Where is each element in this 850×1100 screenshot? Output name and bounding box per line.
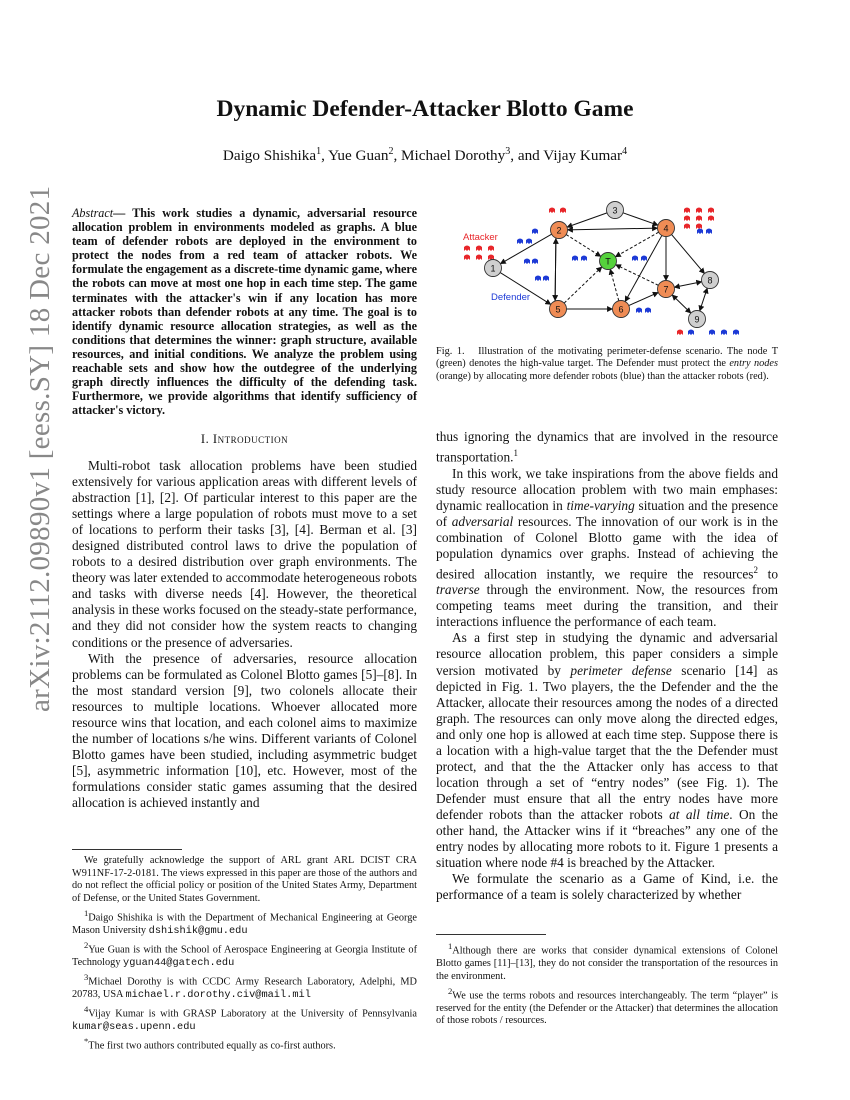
attacker-robot-icon [684, 216, 690, 222]
defender-robot-icon [733, 330, 739, 336]
graph-node-label: 9 [694, 314, 700, 325]
footnote-mark: * [84, 1036, 89, 1047]
graph-node [600, 253, 617, 270]
defender-robot-icon [524, 259, 530, 265]
defender-robot-icon [721, 330, 727, 336]
footnotes-right [436, 940, 778, 1029]
footnote-ref: 1 [513, 448, 518, 459]
graph-node [658, 220, 675, 237]
footnote-rule [436, 934, 546, 935]
defender-robot-icon [636, 308, 642, 314]
body-paragraph [436, 630, 778, 871]
graph-edge [672, 295, 691, 313]
graph-node [485, 260, 502, 277]
author-name: Yue Guan [328, 147, 389, 165]
section-title: Introduction [212, 432, 289, 446]
emphasis: at all time [669, 806, 730, 822]
attacker-label: Attacker [463, 232, 498, 243]
footnote [436, 985, 778, 1028]
body-paragraph [436, 466, 778, 631]
paragraph-text: scenario [14] as depicted in Fig. 1. Two players, the the Defender and the the Attacker, allocate their resources among the nodes of a directed graph. The resources can only move along the directed edges, and only one hop is allowed at each time step. Suppose there is a location with a high-value target that the the Defender must protect, and that the the Attacker only has access to that location through a set of “entry nodes” (see Fig. 1). The Defender must ensure that all the entry nodes have more defender robots than the attacker robots [436, 662, 778, 822]
footnote-text: Vijay Kumar is with GRASP Laboratory at the University of Pennsylvania [88, 1008, 417, 1020]
defender-robot-icon [688, 330, 694, 336]
graph-edge [566, 235, 601, 257]
paragraph-text: . On the other hand, the Attacker wins if it “breaches” any one of the entry nodes by allocating more robots to it. Figure 1 presents a situation where node #4 is breached by the Attacker. [436, 806, 778, 871]
graph-edge [623, 213, 658, 225]
attacker-robot-icon [476, 246, 482, 252]
attacker-robot-icon [488, 246, 494, 252]
caption-text: (orange) by allocating more defender robots (blue) than the attacker robots (red). [436, 370, 769, 382]
section-heading [72, 432, 417, 447]
footnote-mark: 1 [84, 907, 89, 918]
graph-edge [555, 238, 556, 300]
graph-edge [674, 282, 701, 288]
defender-robot-icon [543, 276, 549, 282]
caption-emphasis: entry nodes [729, 358, 778, 370]
emphasis: perimeter defense [570, 662, 672, 678]
footnote-text: Daigo Shishika is with the Department of Mechanical Engineering at George Mason University [72, 912, 417, 936]
defender-robot-icon [632, 256, 638, 262]
footnote-text: Although there are works that consider dynamical extensions of Colonel Blotto games [11]–[13], they do not consider the transportation of the resources in the environment. [436, 945, 778, 982]
author-affiliation-mark: 3 [505, 146, 511, 157]
footnote-text: We use the terms robots and resources interchangeably. The term “player” is reserved for the entity (the Defender or the Attacker) that determines the allocation of those robots / resources. [436, 990, 778, 1027]
graph-node-label: 5 [555, 304, 561, 315]
graph-edge [564, 267, 602, 303]
attacker-robot-icon [696, 224, 702, 230]
author-affiliation-mark: 2 [388, 146, 394, 157]
caption-text: Illustration of the motivating perimeter-defense scenario. The node T (green) denotes the high-value target. The Defender must protect the [436, 346, 778, 370]
graph-edge [567, 213, 607, 227]
paragraph-text: through the environment. Now, the resources from competing teams meet during the transition, and their interactions influence the performance of each team. [436, 582, 778, 630]
figure-graph [455, 198, 750, 338]
attacker-robot-icon [696, 208, 702, 214]
author-name: Daigo Shishika [222, 147, 317, 165]
abstract-lead: Abstract [72, 206, 114, 220]
author-affiliation-mark: 4 [622, 146, 628, 157]
paragraph-text: to [757, 566, 778, 582]
graph-edge [671, 234, 704, 273]
paragraph-text: resources. The innovation of our work is in the combination of Colonel Blotto game with the idea of population dynamics over graphs. Instead of achieving the desired allocation instantly, we require the resources [436, 513, 779, 582]
footnote [72, 907, 417, 938]
footnote-text: The first two authors contributed equally as co-first authors. [88, 1040, 336, 1052]
graph-edge [610, 269, 619, 301]
intro-right-column [436, 429, 778, 903]
author-affiliation-mark: 1 [316, 146, 322, 157]
author-conjunction: and [517, 147, 540, 165]
arxiv-identifier: arXiv:2112.09890v1 [eess.SY] 18 Dec 2021 [24, 185, 56, 712]
graph-edge [629, 292, 658, 305]
section-number: I. [200, 432, 210, 446]
graph-edge [700, 288, 708, 311]
caption-lead: Fig. 1. [436, 346, 465, 357]
intro-left-column [72, 458, 417, 811]
attacker-robot-icon [696, 216, 702, 222]
email-address: yguan44@gatech.edu [123, 957, 235, 969]
abstract [72, 206, 417, 417]
body-paragraph [436, 429, 778, 466]
paragraph-text: In this work, we take inspirations from the above fields and study resource allocation problem with two main emphases: dynamic reallocation in [436, 465, 778, 513]
graph-node [613, 301, 630, 318]
defender-robot-icon [581, 256, 587, 262]
footnote-rule [72, 849, 182, 850]
attacker-robot-icon [708, 216, 714, 222]
paragraph-text: As a first step in studying the dynamic and adversarial resource allocation problem, this paper considers a simple version motivated by [436, 630, 778, 678]
defender-robot-icon [697, 229, 703, 235]
body-paragraph: With the presence of adversaries, resource allocation problems can be formulated as Colonel Blotto games [5]–[8]. In the most standard version [9], two colonels allocate their resources to multiple locations. Whoever allocated more resource wins that location, and each colonel aims to maximize the number of locations s/he wins. Different variants of Colonel Blotto games have been studied, including asymmetric budget [5], asymmetric information [10], etc. However, most of the formulations consider static games assuming that the desired allocation is achieved instantly and [72, 650, 417, 810]
attacker-robot-icon [464, 246, 470, 252]
defender-robot-icon [572, 256, 578, 262]
author-separator: , [393, 147, 402, 165]
defender-robot-icon [641, 256, 647, 262]
paragraph-text: thus ignoring the dynamics that are involved in the resource transportation. [436, 429, 778, 465]
defender-robot-icon [645, 308, 651, 314]
author-list [0, 146, 850, 165]
emphasis: adversarial [451, 513, 514, 529]
footnote-mark: 2 [84, 939, 89, 950]
attacker-robot-icon [684, 208, 690, 214]
attacker-robot-icon [560, 208, 566, 214]
graph-edge [567, 228, 657, 230]
defender-robot-icon [709, 330, 715, 336]
graph-node-label: 1 [490, 263, 496, 274]
paper-title: Dynamic Defender-Attacker Blotto Game [216, 96, 634, 122]
attacker-robot-icon [549, 208, 555, 214]
body-paragraph: Multi-robot task allocation problems have been studied extensively for various application areas with different levels of abstraction [1], [2]. Of particular interest to this paper are the settings where a large population of robots must move to a set of locations to perform their tasks [3], [4]. Berman et al. [3] designed distributed control laws to drive the population of robots to a desired distribution over graph environments. The theory was later extended to accommodate heterogeneous robots and tasks with diverse needs [4]. However, the theoretical analysis in these works focused on the steady-state performance, and they did not consider how the system reacts to changing conditions or the presence of adversaries. [72, 458, 417, 650]
graph-node-label: 7 [663, 284, 669, 295]
graph-node-label: 4 [663, 223, 669, 234]
footnote-ref: 2 [753, 564, 758, 575]
footnote [72, 1035, 417, 1053]
footnote-text: Yue Guan is with the School of Aerospace Engineering at Georgia Institute of Technology [72, 944, 417, 968]
author-name: Vijay Kumar [543, 147, 623, 165]
emphasis: traverse [436, 582, 480, 598]
author-separator: , [510, 147, 518, 165]
footnote-mark: 4 [84, 1004, 89, 1015]
email-address: michael.r.dorothy.civ@mail.mil [125, 989, 311, 1002]
abstract-dash: — [113, 206, 133, 220]
author-name: Michael Dorothy [401, 147, 506, 165]
graph-node-label: T [605, 256, 611, 267]
graph-node-label: 6 [618, 304, 624, 315]
graph-edge [625, 235, 662, 301]
attacker-robot-icon [708, 208, 714, 214]
graph-node [551, 222, 568, 239]
graph-node [702, 272, 719, 289]
graph-edge [616, 265, 659, 286]
footnotes-left [72, 855, 417, 1055]
attacker-robot-icon [476, 255, 482, 261]
graph-node [658, 281, 675, 298]
defender-robot-icon [532, 229, 538, 235]
footnote-text: Michael Dorothy is with CCDC Army Research Laboratory, Adelphi, MD 20783, USA [72, 976, 417, 1001]
footnote [72, 939, 417, 970]
footnote [436, 940, 778, 983]
acknowledgment: We gratefully acknowledge the support of ARL grant ARL DCIST CRA W911NF-17-2-0181. The views expressed in this paper are those of the authors and do not reflect the official policy or position of the United States Army, Department of Defense, or the United States Government. [72, 855, 417, 904]
email-address: kumar@seas.upenn.edu [72, 1021, 196, 1034]
graph-node-label: 3 [612, 205, 618, 216]
attacker-robot-icon [684, 224, 690, 230]
defender-robot-icon [532, 259, 538, 265]
graph-node [550, 301, 567, 318]
paragraph-text: situation and the presence of [436, 497, 778, 529]
attacker-robot-icon [677, 330, 683, 336]
graph-node-label: 8 [707, 275, 713, 286]
footnote-mark: 3 [84, 972, 89, 983]
abstract-text: This work studies a dynamic, adversarial resource allocation problem in environments modeled as graphs. A blue team of defender robots are deployed in the environment to protect the nodes from a red team of attacker robots. We formulate the engagement as a discrete-time dynamic game, where the robots can move at most one hop in each time step. The game terminates with the attacker's win if any location has more attacker robots than defender robots at any time. The goal is to identify dynamic resource allocation strategies, as well as the conditions that determines the winner: graph structure, available resources, and initial conditions. We analyze the problem using reachable sets and show how the outdegree of the underlying graph directly influences the difficulty of the defending task. Furthermore, we provide algorithms that identify sufficiency of attacker's victory. [72, 206, 417, 418]
figure-caption [436, 346, 778, 383]
footnote [72, 971, 417, 1002]
defender-robot-icon [526, 239, 532, 245]
graph-node [689, 311, 706, 328]
emphasis: time-varying [566, 497, 635, 513]
email-address: dshishik@gmu.edu [148, 924, 248, 937]
footnote-mark: 1 [448, 941, 453, 951]
defender-robot-icon [517, 239, 523, 245]
defender-label: Defender [491, 292, 531, 303]
defender-robot-icon [535, 276, 541, 282]
graph-node [607, 202, 624, 219]
graph-node-label: 2 [556, 225, 562, 236]
footnote [72, 1003, 417, 1034]
attacker-robot-icon [464, 255, 470, 261]
body-paragraph: We formulate the scenario as a Game of Kind, i.e. the performance of a team is solely characterized by whether [436, 871, 778, 903]
author-separator: , [321, 147, 329, 165]
footnote-mark: 2 [448, 985, 453, 996]
defender-robot-icon [706, 229, 712, 235]
